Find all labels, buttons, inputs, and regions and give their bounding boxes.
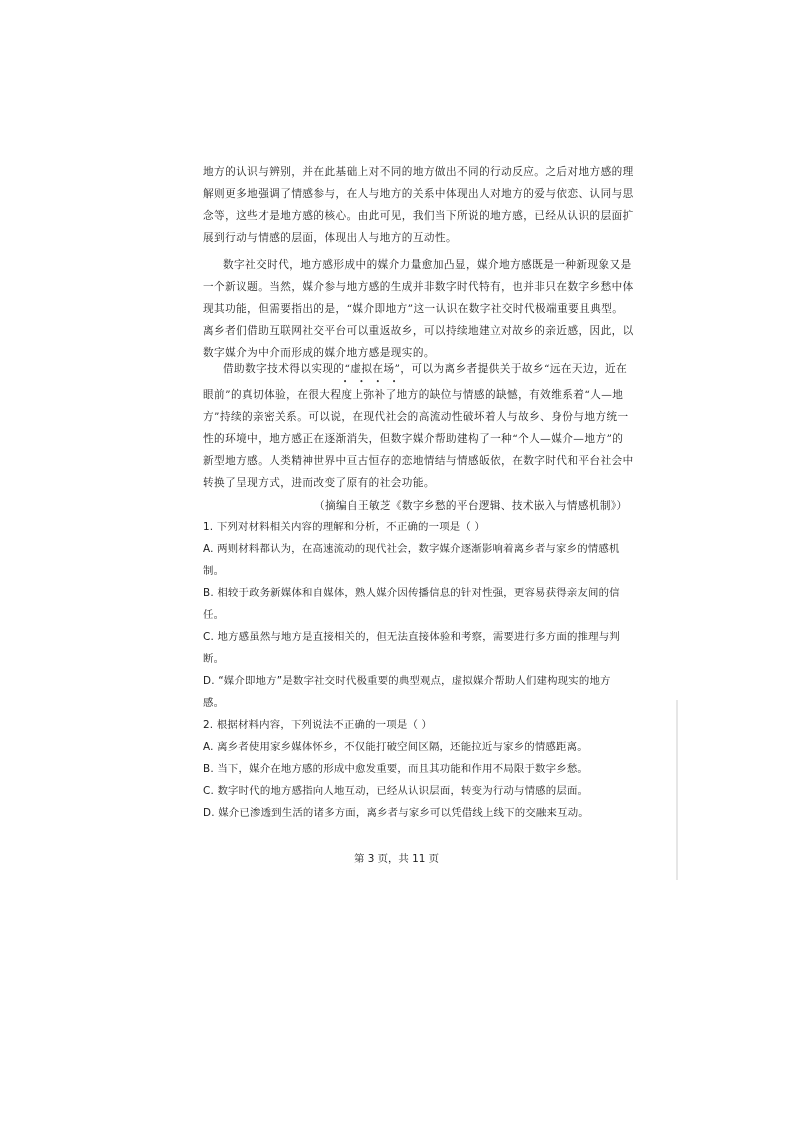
passage-line: 新型地方感。人类精神世界中亘古恒存的恋地情结与情感皈依，在数字时代和平台社会中 (203, 455, 634, 467)
answer-option: A. 两则材料都认为，在高速流动的现代社会，数字媒介逐渐影响着离乡者与家乡的情感机 (203, 543, 620, 555)
passage-line: 借助数字技术得以实现的“虚拟在场”，可以为离乡者提供关于故乡“远在天边，近在 (223, 363, 628, 375)
passage-line: 念等，这些才是地方感的核心。由此可见，我们当下所说的地方感，已经从认识的层面扩 (203, 210, 634, 222)
passage-line: 解则更多地强调了情感参与，在人与地方的关系中体现出人对地方的爱与依恋、认同与思 (203, 188, 634, 200)
answer-option-cont: 断。 (203, 653, 225, 665)
answer-option: A. 离乡者使用家乡媒体怀乡，不仅能打破空间区隔，还能拉近与家乡的情感距离。 (203, 741, 588, 753)
answer-option: C. 地方感虽然与地方是直接相关的，但无法直接体验和考察，需要进行多方面的推理与判 (203, 631, 620, 643)
answer-option-cont: 感。 (203, 697, 225, 709)
answer-option-cont: 制。 (203, 565, 225, 577)
emphasis-dots: • • • • (343, 378, 402, 386)
answer-option: D. “媒介即地方”是数字社交时代极重要的典型观点，虚拟媒介帮助人们建构现实的地方 (203, 675, 611, 687)
answer-option: C. 数字时代的地方感指向人地互动，已经从认识层面，转变为行动与情感的层面。 (203, 785, 589, 797)
passage-line: 离乡者们借助互联网社交平台可以重返故乡，可以持续地建立对故乡的亲近感，因此，以 (203, 325, 634, 337)
scan-edge-mark (676, 700, 678, 880)
passage-line: 数字社交时代，地方感形成中的媒介力量愈加凸显，媒介地方感既是一种新现象又是 (223, 259, 632, 271)
page-number-footer: 第 3 页，共 11 页 (354, 853, 439, 865)
passage-line: 性的环境中，地方感正在逐渐消失，但数字媒介帮助建构了一种“个人—媒介—地方”的 (203, 433, 624, 445)
passage-line: 数字媒介为中介而形成的媒介地方感是现实的。 (203, 347, 435, 359)
question-stem: 1. 下列对材料相关内容的理解和分析，不正确的一项是（ ） (203, 521, 486, 533)
source-citation: （摘编自王敏芝《数字乡愁的平台逻辑、技术嵌入与情感机制》） (314, 500, 628, 512)
answer-option: D. 媒介已渗透到生活的诸多方面，离乡者与家乡可以凭借线上线下的交融来互动。 (203, 807, 589, 819)
passage-line: 地方的认识与辨别，并在此基础上对不同的地方做出不同的行动反应。之后对地方感的理 (203, 166, 634, 178)
answer-option-cont: 任。 (203, 609, 225, 621)
passage-line: 现其功能，但需要指出的是，“媒介即地方”这一认识在数字社交时代极端重要且典型。 (203, 303, 624, 315)
answer-option: B. 相较于政务新媒体和自媒体，熟人媒介因传播信息的针对性强，更容易获得亲友间的信 (203, 587, 620, 599)
passage-line: 眼前”的真切体验，在很大程度上弥补了地方的缺位与情感的缺憾，有效维系着“人—地 (203, 389, 624, 401)
passage-line: 方”持续的亲密关系。可以说，在现代社会的高流动性破坏着人与故乡、身份与地方统一 (203, 411, 629, 423)
passage-line: 转换了呈现方式，进而改变了原有的社会功能。 (203, 477, 435, 489)
question-stem: 2. 根据材料内容，下列说法不正确的一项是（ ） (203, 719, 433, 731)
passage-line: 展到行动与情感的层面，体现出人与地方的互动性。 (203, 232, 458, 244)
passage-line: 一个新议题。当然，媒介参与地方感的生成并非数字时代特有，也并非只在数字乡愁中体 (203, 281, 634, 293)
answer-option: B. 当下，媒介在地方感的形成中愈发重要，而且其功能和作用不局限于数字乡愁。 (203, 763, 589, 775)
